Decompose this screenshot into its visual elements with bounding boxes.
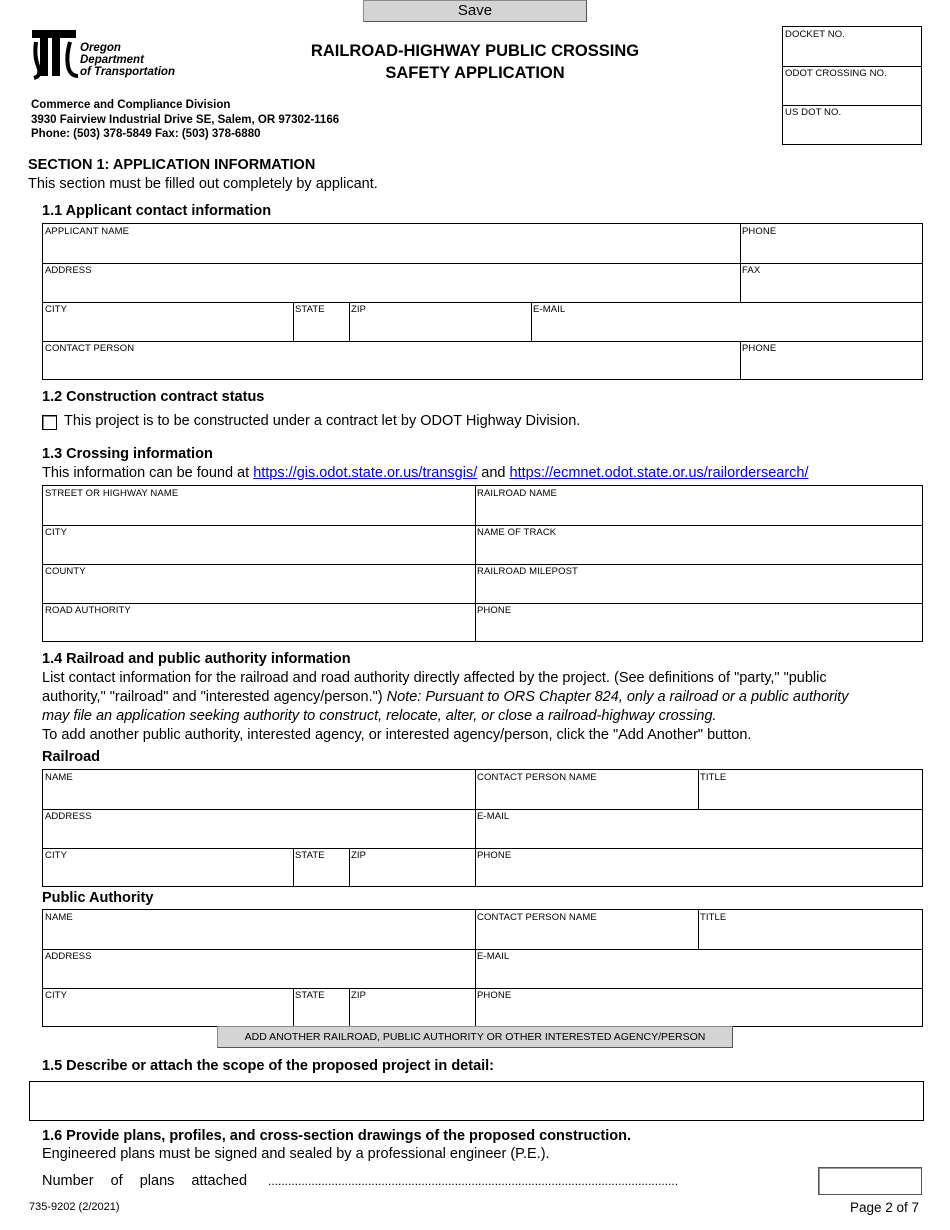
railroad-state-label: STATE — [295, 850, 325, 861]
s1-6-title: 1.6 Provide plans, profiles, and cross-section drawings of the proposed construction. — [42, 1128, 631, 1144]
railroad-email-label: E-MAIL — [477, 811, 510, 822]
authority-state-label: STATE — [295, 990, 325, 1001]
county-field[interactable] — [43, 564, 475, 603]
applicant-email-field[interactable] — [531, 302, 922, 341]
applicant-zip-field[interactable] — [349, 302, 531, 341]
save-button[interactable]: Save — [363, 0, 587, 22]
odot-contract-checkbox[interactable] — [42, 415, 57, 430]
transgis-link[interactable]: https://gis.odot.state.or.us/transgis/ — [253, 465, 478, 481]
plans-attached-count-input[interactable] — [818, 1167, 922, 1195]
railroad-email-field[interactable] — [475, 809, 922, 848]
contact-phone-label: PHONE — [742, 343, 777, 354]
railroad-city-label: CITY — [45, 850, 68, 861]
authority-city-field[interactable] — [43, 988, 293, 1026]
applicant-fax-field[interactable] — [740, 263, 922, 302]
applicant-fax-label: FAX — [742, 265, 761, 276]
form-title-line-2: SAFETY APPLICATION — [385, 64, 565, 82]
railroad-contact-name-field[interactable] — [475, 770, 698, 809]
applicant-state-field[interactable] — [293, 302, 349, 341]
applicant-contact-table — [42, 223, 923, 380]
railroad-phone-field[interactable] — [475, 848, 922, 886]
authority-title-field[interactable] — [698, 910, 922, 949]
authority-zip-label: ZIP — [351, 990, 367, 1001]
road-authority-field[interactable] — [43, 603, 475, 642]
s1-3-intro — [42, 465, 809, 481]
logo-line-2: Department — [80, 54, 144, 66]
road-authority-phone-field[interactable] — [475, 603, 922, 642]
authority-state-field[interactable] — [293, 988, 349, 1026]
applicant-name-field[interactable] — [43, 224, 740, 263]
track-name-label: NAME OF TRACK — [477, 527, 557, 538]
contact-person-field[interactable] — [43, 341, 740, 380]
division-phone: Phone: (503) 378-5849 Fax: (503) 378-6880 — [31, 128, 261, 140]
office-use-box — [782, 26, 922, 145]
railroad-address-label: ADDRESS — [45, 811, 92, 822]
railroad-city-field[interactable] — [43, 848, 293, 886]
street-highway-field[interactable] — [43, 486, 475, 525]
authority-contact-name-label: CONTACT PERSON NAME — [477, 912, 597, 923]
railordersearch-link[interactable]: https://ecmnet.odot.state.or.us/railordersearch/ — [509, 465, 809, 481]
railroad-state-field[interactable] — [293, 848, 349, 886]
railroad-zip-field[interactable] — [349, 848, 475, 886]
applicant-phone-label: PHONE — [742, 226, 777, 237]
contact-person-label: CONTACT PERSON — [45, 343, 135, 354]
applicant-address-field[interactable] — [43, 263, 740, 302]
crossing-city-field[interactable] — [43, 525, 475, 564]
authority-phone-label: PHONE — [477, 990, 512, 1001]
s1-3-and-text: and — [477, 465, 510, 481]
s1-4-para-2 — [42, 688, 849, 707]
applicant-city-label: CITY — [45, 304, 68, 315]
county-label: COUNTY — [45, 566, 86, 577]
street-highway-label: STREET OR HIGHWAY NAME — [45, 488, 179, 499]
railroad-contact-name-label: CONTACT PERSON NAME — [477, 772, 597, 783]
railroad-name-field[interactable] — [475, 486, 922, 525]
form-title — [230, 40, 720, 84]
authority-zip-field[interactable] — [349, 988, 475, 1026]
s1-4-instructions — [42, 669, 849, 745]
logo-line-3: of Transportation — [80, 66, 175, 78]
public-authority-table — [42, 909, 923, 1027]
applicant-name-label: APPLICANT NAME — [45, 226, 130, 237]
division-name: Commerce and Compliance Division — [31, 99, 231, 111]
railroad-heading: Railroad — [42, 749, 101, 765]
crossing-city-label: CITY — [45, 527, 68, 538]
project-scope-textarea[interactable] — [29, 1081, 924, 1121]
form-title-line-1: RAILROAD-HIGHWAY PUBLIC CROSSING — [310, 42, 640, 60]
railroad-address-field[interactable] — [43, 809, 475, 848]
plans-dot-leader: ........................................................................................................................... — [268, 1174, 679, 1188]
road-authority-phone-label: PHONE — [477, 605, 512, 616]
add-another-button[interactable]: ADD ANOTHER RAILROAD, PUBLIC AUTHORITY OR OTHER INTERESTED AGENCY/PERSON — [217, 1026, 733, 1048]
section-1-note: This section must be filled out completely by applicant. — [28, 176, 378, 192]
section-1-title: SECTION 1: APPLICATION INFORMATION — [28, 157, 316, 173]
s1-4-title: 1.4 Railroad and public authority information — [42, 651, 351, 667]
logo-line-1: Oregon — [80, 42, 121, 54]
plans-attached-label: Number of plans attached — [42, 1173, 248, 1189]
s1-2-title: 1.2 Construction contract status — [42, 389, 265, 405]
odot-crossing-no-field[interactable] — [783, 66, 921, 105]
page-number: Page 2 of 7 — [850, 1200, 920, 1215]
s1-4-para-2a: authority," "railroad" and "interested agency/person.") — [42, 689, 387, 705]
authority-name-label: NAME — [45, 912, 73, 923]
authority-address-label: ADDRESS — [45, 951, 92, 962]
odot-logo — [30, 26, 220, 80]
docket-no-label: DOCKET NO. — [785, 29, 845, 40]
applicant-city-field[interactable] — [43, 302, 293, 341]
authority-email-field[interactable] — [475, 949, 922, 988]
railroad-name-input-label: NAME — [45, 772, 73, 783]
odot-crossing-no-label: ODOT CROSSING NO. — [785, 68, 887, 79]
contact-phone-field[interactable] — [740, 341, 922, 380]
railroad-phone-label: PHONE — [477, 850, 512, 861]
division-address: 3930 Fairview Industrial Drive SE, Salem, OR 97302-1166 — [31, 113, 340, 126]
railroad-name-label: RAILROAD NAME — [477, 488, 557, 499]
s1-1-title: 1.1 Applicant contact information — [42, 203, 272, 219]
s1-3-title: 1.3 Crossing information — [42, 446, 213, 462]
authority-name-field[interactable] — [43, 910, 475, 949]
s1-4-para-2b: Note: Pursuant to ORS Chapter 824, only a railroad or a public authority — [386, 689, 849, 705]
authority-phone-field[interactable] — [475, 988, 922, 1026]
authority-title-label: TITLE — [700, 912, 727, 923]
odot-logo-icon — [30, 26, 80, 80]
docket-no-field[interactable] — [783, 27, 921, 66]
railroad-zip-label: ZIP — [351, 850, 367, 861]
s1-4-para-1: List contact information for the railroad and road authority directly affected by the project. (See definitions of "party," "public — [42, 670, 827, 686]
authority-contact-name-field[interactable] — [475, 910, 698, 949]
applicant-email-label: E-MAIL — [533, 304, 566, 315]
s1-3-intro-text: This information can be found at — [42, 465, 254, 481]
us-dot-no-label: US DOT NO. — [785, 107, 842, 118]
crossing-info-table — [42, 485, 923, 642]
railroad-name-input[interactable] — [43, 770, 475, 809]
railroad-table — [42, 769, 923, 887]
railroad-title-label: TITLE — [700, 772, 727, 783]
railroad-milepost-label: RAILROAD MILEPOST — [477, 566, 578, 577]
railroad-title-field[interactable] — [698, 770, 922, 809]
s1-5-title: 1.5 Describe or attach the scope of the proposed project in detail: — [42, 1058, 495, 1074]
us-dot-no-field[interactable] — [783, 105, 921, 144]
s1-4-para-4: To add another public authority, interested agency, or interested agency/person, click the "Add Another" button. — [42, 727, 752, 743]
public-authority-heading: Public Authority — [42, 890, 154, 906]
applicant-address-label: ADDRESS — [45, 265, 92, 276]
applicant-zip-label: ZIP — [351, 304, 367, 315]
railroad-milepost-field[interactable] — [475, 564, 922, 603]
division-info — [31, 98, 339, 142]
authority-email-label: E-MAIL — [477, 951, 510, 962]
authority-address-field[interactable] — [43, 949, 475, 988]
applicant-phone-field[interactable] — [740, 224, 922, 263]
track-name-field[interactable] — [475, 525, 922, 564]
s1-6-note: Engineered plans must be signed and sealed by a professional engineer (P.E.). — [42, 1146, 550, 1162]
odot-contract-checkbox-label: This project is to be constructed under a contract let by ODOT Highway Division. — [64, 413, 581, 429]
s1-4-para-3: may file an application seeking authority to construct, relocate, alter, or close a railroad-highway crossing. — [42, 708, 717, 724]
authority-city-label: CITY — [45, 990, 68, 1001]
form-number: 735-9202 (2/2021) — [29, 1201, 120, 1213]
applicant-state-label: STATE — [295, 304, 325, 315]
road-authority-label: ROAD AUTHORITY — [45, 605, 131, 616]
